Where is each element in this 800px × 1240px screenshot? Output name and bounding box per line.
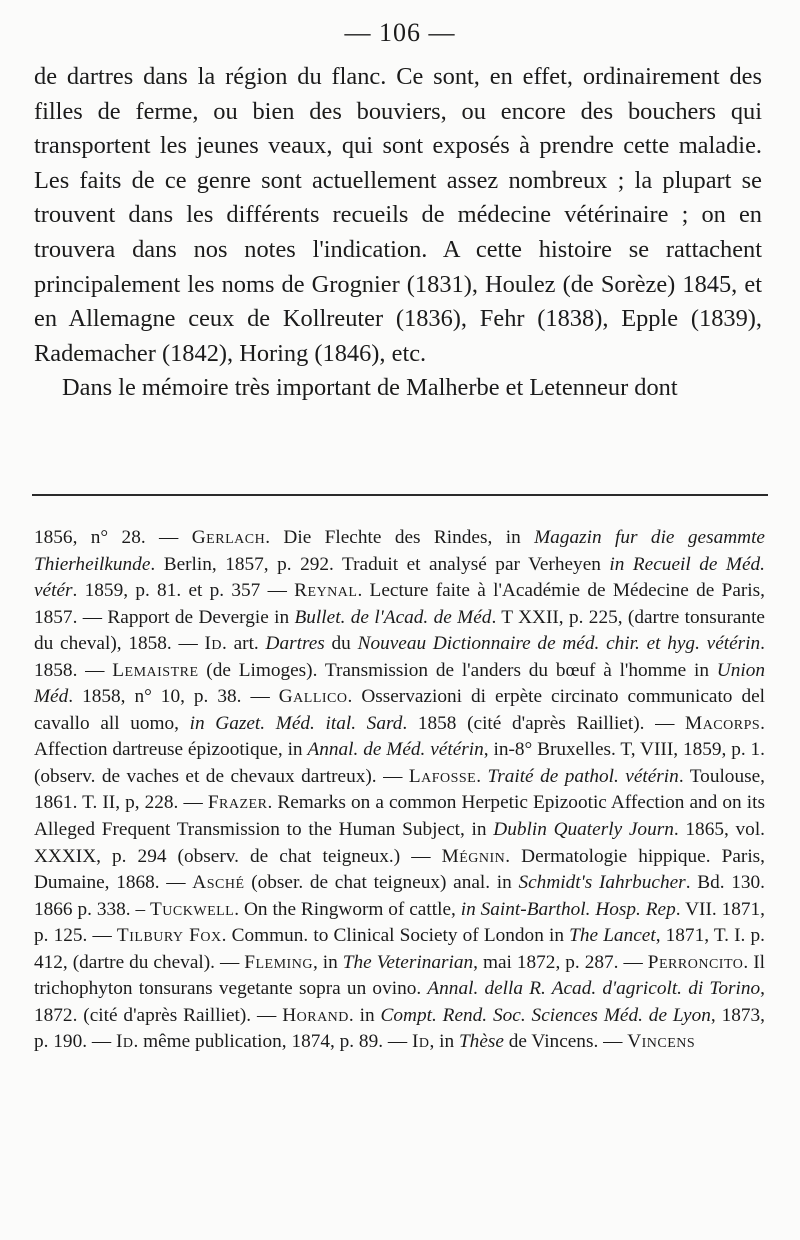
author-name: Lafosse (408, 765, 477, 787)
footnote-text-run: . Die Flechte des Rindes, in (265, 527, 535, 548)
footnote-text-run: . Lecture faite à l'Académie de Médecine de Paris, 1857. — Rapport de Devergie in (34, 580, 765, 628)
author-name: Id (204, 633, 223, 655)
footnote-text-run: . T XXII, p. 225, (dartre tonsurante du cheval), 1858. — (34, 606, 765, 655)
footnote-text-run: du (324, 633, 358, 655)
publication-title: Nouveau Dictionnaire de méd. chir. et hyg. vétérin (357, 633, 761, 655)
author-name: Gerlach (191, 527, 266, 548)
author-name: Asché (192, 872, 245, 894)
author-name: Id (411, 1031, 430, 1053)
author-name: Id (115, 1031, 134, 1053)
main-text (34, 60, 762, 406)
footnote-text-run: , 1873, p. 190. — (34, 1004, 765, 1053)
author-name: Macorps (685, 712, 761, 734)
publication-title: The Veterinarian (342, 951, 474, 973)
footnote-text-run: 1856, n° 28. — (34, 527, 192, 548)
footnote-text-run: . Osservazioni di erpète circinato communicato del cavallo all uomo, (34, 686, 765, 734)
footnote-text-run: . in (348, 1004, 381, 1026)
footnote-divider (32, 494, 768, 496)
publication-title: Thèse (458, 1031, 504, 1053)
footnote-text-run: de Vincens. — (503, 1031, 628, 1053)
publication-title: Bullet. de l'Acad. de Méd (294, 606, 492, 628)
footnote-text-run: . Remarks on a common Herpetic Epizootic Affection and on its Alleged Frequent Transmission to the Human Subject, in (34, 792, 765, 841)
author-name: Lemaistre (112, 659, 199, 681)
author-name: Reynal (294, 580, 358, 602)
footnote-text-run: . 1859, p. 81. et p. 357 — (72, 580, 295, 602)
publication-title: Traité de pathol. vétérin (487, 765, 679, 787)
publication-title: in Saint-Barthol. Hosp. Rep (460, 898, 676, 920)
paragraph: de dartres dans la région du flanc. Ce sont, en effet, ordinairement des filles de ferme, ou bien des bouviers, ou encore des bouchers qui transportent les jeunes veaux, qui sont exposés à prendre cette maladie. Les faits de ce genre sont actuellement assez nombreux ; la plupart se trouvent dans les différents recueils de médecine vétérinaire ; on en trouvera dans nos notes l'indication. A cette histoire se rattachent principalement les noms de Grognier (1831), Houlez (de Sorèze) 1845, et en Allemagne ceux de Kollreuter (1836), Fehr (1838), Epple (1839), Rademacher (1842), Horing (1846), etc. (34, 63, 762, 367)
footnote-text-run: , 1872. (cité d'après Railliet). — (34, 978, 765, 1026)
publication-title: in Recueil de Méd. vétér (34, 553, 766, 602)
footnote-text-run: . (476, 765, 488, 787)
footnote-text-run: , in (312, 951, 343, 973)
footnote-text-run: , in (429, 1031, 459, 1053)
publication-title: Dublin Quaterly Journ (493, 819, 674, 841)
footnote-text-run: , in-8° Bruxelles. T, VIII, 1859, p. 1. (observ. de vaches et de chevaux dartreux). — (34, 739, 765, 787)
author-name: Mégnin (441, 845, 506, 867)
footnote-text-run: , mai 1872, p. 287. — (473, 951, 648, 973)
footnote-text-run: . 1865, vol. XXXIX, p. 294 (observ. de chat teigneux.) — (34, 819, 765, 867)
footnote-text-run: . Commun. to Clinical Society of London in (221, 925, 570, 947)
footnotes (34, 525, 765, 1056)
footnote-text-run: . Bd. 130. 1866 p. 338. – (34, 872, 765, 920)
author-name: Gallico (278, 686, 348, 708)
footnote-text-run: . Toulouse, 1861. T. II, p, 228. — (34, 765, 765, 814)
publication-title: Union Méd (34, 659, 765, 708)
publication-title: Schmidt's Iahrbucher (518, 872, 686, 894)
author-name: Tuckwell (150, 898, 235, 920)
author-name: Vincens (627, 1031, 696, 1053)
page-number: — 106 — (344, 18, 456, 47)
footnote-text-run: . Affection dartreuse épizootique, in (34, 712, 765, 761)
footnote-text-run: . 1858. — (34, 633, 765, 681)
footnote-text-run: . Dermatologie hippique. Paris, Dumaine, 1868. — (34, 845, 766, 894)
author-name: Frazer (207, 792, 268, 814)
footnote-text-run: . art. (222, 633, 266, 655)
footnote-text-run: . même publication, 1874, p. 89. — (133, 1031, 412, 1053)
footnote-text-run: . 1858 (cité d'après Railliet). — (402, 712, 686, 734)
publication-title: The Lancet (569, 925, 656, 947)
footnote-text-run: (obser. de chat teigneux) anal. in (244, 872, 519, 894)
footnote-text-run: . Il trichophyton tonsurans vegetante sopra un ovino. (34, 951, 765, 1000)
publication-title: Annal. de Méd. vétérin (307, 739, 484, 761)
paragraph: Dans le mémoire très important de Malherbe et Letenneur dont (62, 374, 678, 402)
author-name: Perroncito (647, 951, 744, 973)
publication-title: Annal. della R. Acad. d'agricolt. di Torino (427, 978, 761, 1000)
footnote-text-run: , 1871, T. I. p. 412, (dartre du cheval). — (34, 925, 765, 973)
author-name: Horand (282, 1004, 349, 1026)
publication-title: Compt. Rend. Soc. Sciences Méd. de Lyon (380, 1004, 711, 1026)
footnote-text-run: . VII. 1871, p. 125. — (34, 898, 765, 947)
publication-title: Dartres (265, 633, 325, 655)
author-name: Tilbury Fox (116, 925, 222, 947)
footnote-text (34, 525, 765, 1056)
footnote-text-run: . Berlin, 1857, p. 292. Traduit et analysé par Verheyen (150, 553, 610, 575)
author-name: Fleming (244, 951, 313, 973)
footnote-text-run: . On the Ringworm of cattle, (234, 898, 461, 920)
footnote-text-run: . 1858, n° 10, p. 38. — (68, 686, 279, 708)
publication-title: in Gazet. Méd. ital. Sard (189, 712, 403, 734)
footnote-text-run: (de Limoges). Transmission de l'anders du bœuf à l'homme in (198, 659, 717, 681)
publication-title: Magazin fur die gesammte Thierheilkunde (34, 527, 765, 575)
